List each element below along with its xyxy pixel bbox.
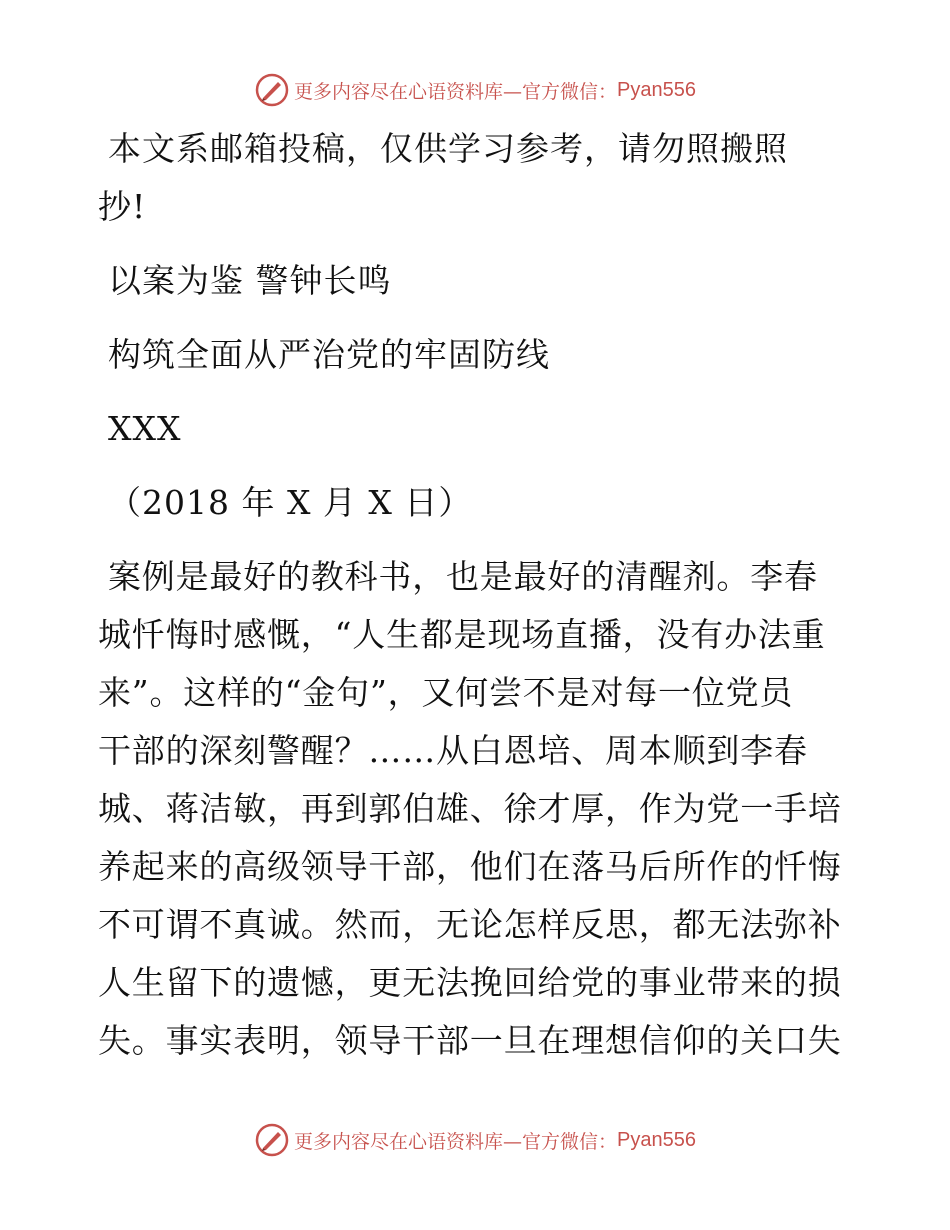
logo-icon [254, 1122, 290, 1158]
body-paragraph [98, 548, 858, 1070]
notice-line-1: 本文系邮箱投稿，仅供学习参考，请勿照搬照 [108, 129, 788, 168]
body-line: 失。事实表明，领导干部一旦在理想信仰的关口失 [98, 1021, 842, 1060]
author: XXX [108, 409, 182, 448]
title-line-2: 构筑全面从严治党的牢固防线 [108, 335, 550, 374]
body-line: 养起来的高级领导干部，他们在落马后所作的忏悔 [98, 847, 842, 886]
footer-banner [0, 1120, 950, 1160]
document-body [98, 120, 858, 1070]
body-line: 案例是最好的教科书，也是最好的清醒剂。李春 [108, 557, 818, 596]
body-line: 来”。这样的“金句”，又何尝不是对每一位党员 [98, 673, 794, 712]
logo-icon [254, 72, 290, 108]
body-line: 干部的深刻警醒？……从白恩培、周本顺到李春 [98, 731, 808, 770]
body-line: 不可谓不真诚。然而，无论怎样反思，都无法弥补 [98, 905, 842, 944]
header-wechat-handle: Pyan556 [617, 78, 696, 101]
body-line: 城忏悔时感慨，“人生都是现场直播，没有办法重 [98, 615, 826, 654]
header-banner-text: 更多内容尽在心语资料库—官方微信： [294, 80, 618, 103]
footer-wechat-handle: Pyan556 [617, 1128, 696, 1151]
header-banner [0, 70, 950, 110]
title-line-1: 以案为鉴 警钟长鸣 [108, 261, 392, 300]
date: （2018 年 X 月 X 日） [108, 483, 473, 522]
body-line: 城、蒋洁敏，再到郭伯雄、徐才厚，作为党一手培 [98, 789, 842, 828]
notice-line-2: 抄! [98, 187, 147, 226]
body-line: 人生留下的遗憾，更无法挽回给党的事业带来的损 [98, 963, 842, 1002]
footer-banner-text: 更多内容尽在心语资料库—官方微信： [294, 1130, 618, 1153]
